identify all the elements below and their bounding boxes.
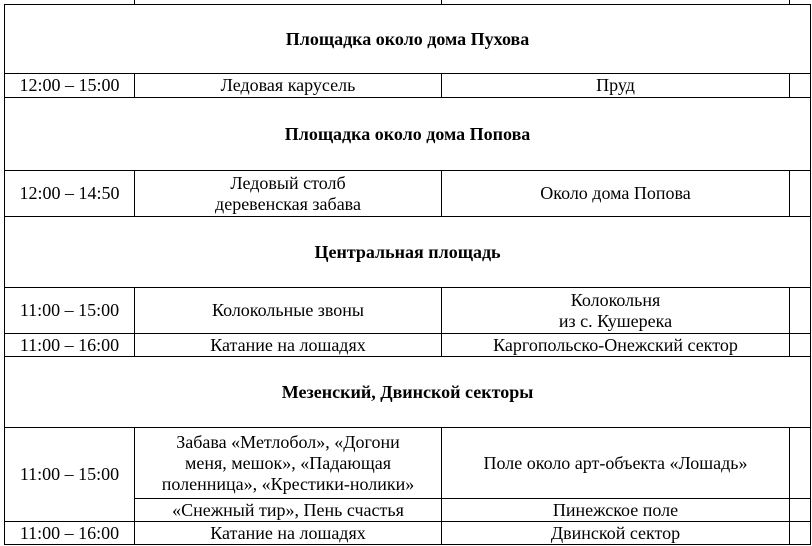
place-cell: Каргопольско-Онежский сектор <box>442 334 790 357</box>
table-row <box>5 334 811 357</box>
table-row <box>5 288 811 334</box>
place-cell: Пруд <box>442 74 790 98</box>
empty-cell <box>790 288 811 334</box>
event-line: меня, мешок», «Падающая <box>185 452 391 473</box>
time-cell: 11:00 – 16:00 <box>5 334 135 357</box>
empty-cell <box>790 74 811 98</box>
event-line: Ледовый столб <box>230 172 346 193</box>
place-cell: Двинской сектор <box>442 522 790 545</box>
place-line: из с. Кушерека <box>558 310 673 331</box>
section-title: Площадка около дома Пухова <box>5 5 811 74</box>
section-title: Центральная площадь <box>5 217 811 288</box>
time-cell: 12:00 – 15:00 <box>5 74 135 98</box>
place-cell: Поле около арт-объекта «Лошадь» <box>442 428 790 499</box>
time-cell: 12:00 – 14:50 <box>5 171 135 217</box>
event-cell: Катание на лошадях <box>135 522 442 545</box>
section-title: Площадка около дома Попова <box>5 98 811 171</box>
event-cell: Катание на лошадях <box>135 334 442 357</box>
event-line: деревенская забава <box>215 193 361 214</box>
place-cell: Около дома Попова <box>442 171 790 217</box>
event-cell: Ледовая карусель <box>135 74 442 98</box>
event-line: поленница», «Крестики-нолики» <box>161 473 415 494</box>
section-header-row <box>5 98 811 171</box>
place-line: Колокольня <box>570 289 661 310</box>
empty-cell <box>790 334 811 357</box>
time-cell: 11:00 – 15:00 <box>5 428 135 522</box>
section-title: Мезенский, Двинской секторы <box>5 357 811 428</box>
schedule-table <box>4 4 811 545</box>
section-header-row <box>5 357 811 428</box>
table-row <box>5 74 811 98</box>
event-cell <box>135 428 442 499</box>
table-row <box>5 171 811 217</box>
table-row <box>5 522 811 545</box>
empty-cell <box>790 522 811 545</box>
table-row <box>5 428 811 499</box>
section-header-row <box>5 5 811 74</box>
empty-cell <box>790 499 811 522</box>
event-line: Забава «Метлобол», «Догони <box>176 431 400 452</box>
place-cell <box>442 288 790 334</box>
event-cell <box>135 171 442 217</box>
place-cell: Пинежское поле <box>442 499 790 522</box>
time-cell: 11:00 – 15:00 <box>5 288 135 334</box>
time-cell: 11:00 – 16:00 <box>5 522 135 545</box>
empty-cell <box>790 171 811 217</box>
event-cell: Колокольные звоны <box>135 288 442 334</box>
section-header-row <box>5 217 811 288</box>
empty-cell <box>790 428 811 499</box>
event-cell: «Снежный тир», Пень счастья <box>135 499 442 522</box>
